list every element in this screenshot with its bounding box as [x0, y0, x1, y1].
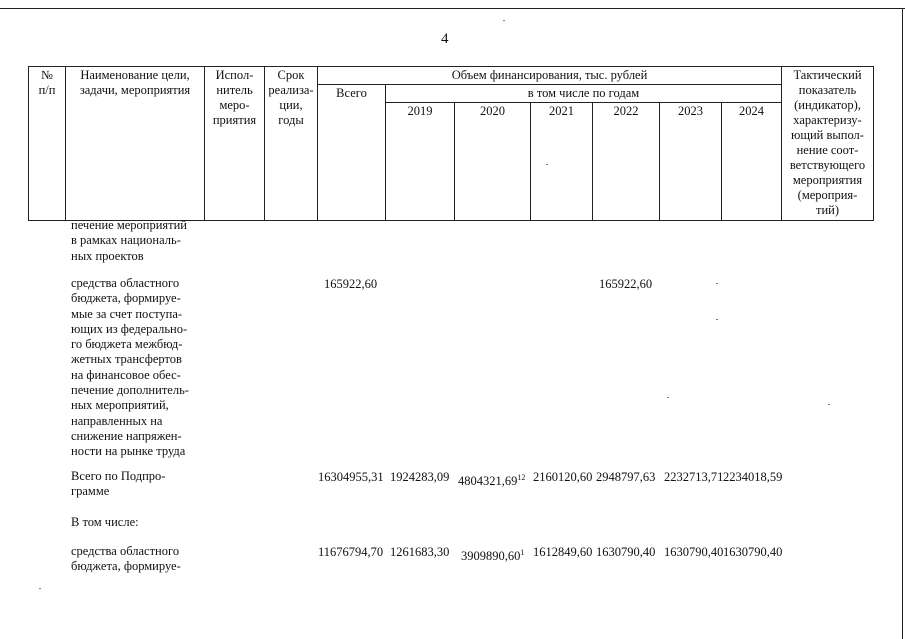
year-header-2024: 2024: [722, 103, 782, 221]
col-total-header: Всего: [318, 85, 386, 221]
col-no-header: № п/п: [29, 67, 66, 221]
row-1-2022: 165922,60: [599, 277, 653, 291]
row-2-total: 16304955,31: [318, 470, 384, 484]
year-header-2020: 2020: [455, 103, 531, 221]
year-header-2022: 2022: [593, 103, 660, 221]
row-4-2022: 1630790,40: [596, 545, 656, 559]
row-2-2022: 2948797,63: [596, 470, 656, 484]
row-2-2024: 2234018,59: [723, 470, 783, 484]
row-4-2024: 1630790,40: [723, 545, 783, 559]
row-4-2019: 1261683,30: [390, 545, 450, 559]
scan-speck: [716, 283, 718, 284]
page-frame-right: [902, 8, 903, 639]
col-by-years-header: в том числе по годам: [386, 85, 782, 103]
col-name-header: Наименование цели, задачи, мероприятия: [66, 67, 205, 221]
scan-speck: [828, 404, 830, 405]
header-table: [28, 66, 874, 221]
page-frame-top: [0, 8, 905, 9]
scan-speck: [716, 319, 718, 320]
scan-speck: [667, 397, 669, 398]
scan-speck: [546, 164, 548, 165]
scan-speck: [39, 588, 41, 589]
row-2-2021: 2160120,60: [533, 470, 593, 484]
row-4-2023: 1630790,40: [664, 545, 724, 559]
col-executor-header: Испол- нитель меро- приятия: [205, 67, 265, 221]
row-2-2020: 4804321,69$^{12}$: [458, 473, 526, 489]
row-4-2020: 3909890,60$^1$: [461, 548, 525, 564]
year-header-2021: 2021: [531, 103, 593, 221]
row-1-total: 165922,60: [324, 277, 378, 291]
row-2-text: Всего по Подпро- грамме: [71, 469, 166, 499]
row-2-2023: 2232713,71: [664, 470, 724, 484]
scan-speck: [503, 20, 505, 21]
row-2-2020-note: 12: [517, 473, 526, 482]
row-4-total: 11676794,70: [318, 545, 384, 559]
year-header-2019: 2019: [386, 103, 455, 221]
year-header-2023: 2023: [660, 103, 722, 221]
row-3-text: В том числе:: [71, 515, 139, 529]
col-term-header: Срок реализа- ции, годы: [265, 67, 318, 221]
page-number: 4: [441, 31, 449, 47]
row-4-2020-note: 1: [520, 548, 525, 557]
col-indicator-header: Тактический показатель (индикатор), характеризу- ющий выпол- нение соот- ветствующего мероприятия (мероприя- тий): [782, 67, 874, 221]
row-1-text: средства областного бюджета, формируе- мые за счет поступа- ющих из федерально- го бюджета межбюд- жетных трансфертов на финансовое обес- печение дополнитель- ных мероприятий, направленных на снижение напряжен- ности на рынке труда: [71, 276, 189, 459]
row-4-text: средства областного бюджета, формируе-: [71, 544, 181, 574]
row-2-2019: 1924283,09: [390, 470, 450, 484]
row-0-text: печение мероприятий в рамках националь- ных проектов: [71, 218, 187, 263]
row-4-2021: 1612849,60: [533, 545, 593, 559]
col-funding-header: Объем финансирования, тыс. рублей: [318, 67, 782, 85]
